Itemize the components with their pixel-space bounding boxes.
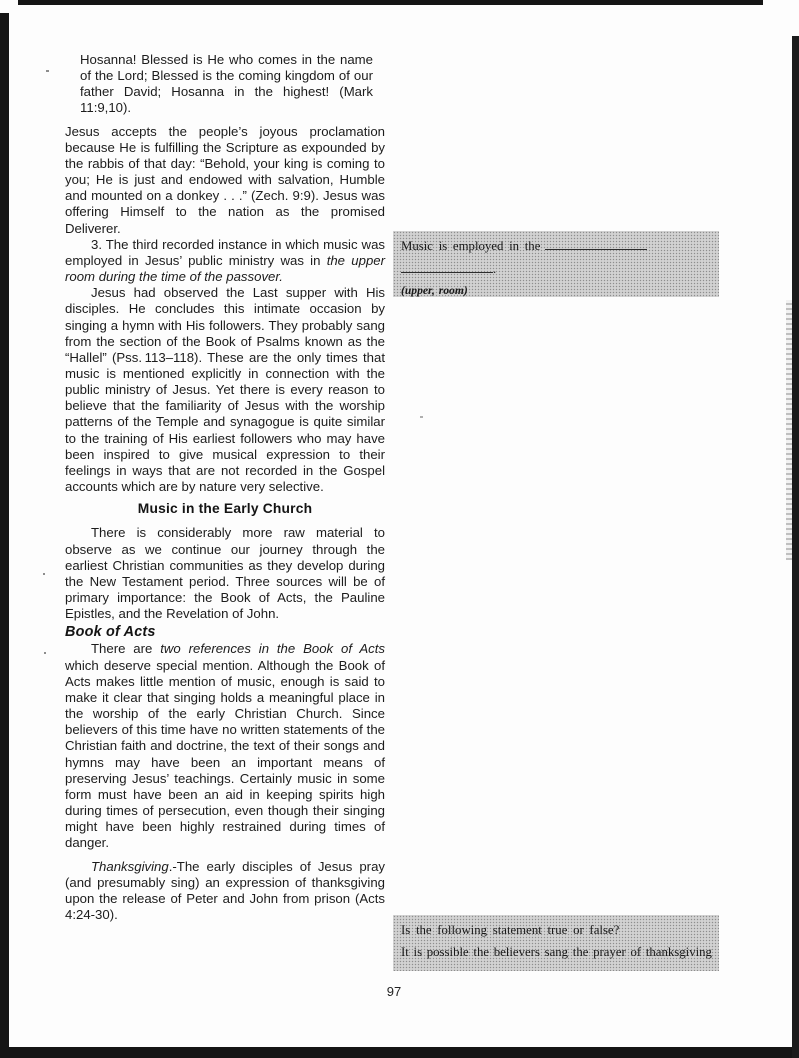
scan-speck	[46, 70, 49, 72]
blank-period: .	[493, 262, 497, 276]
workbook-box-upper-room	[393, 231, 719, 297]
paragraph-thanksgiving-text: .-The early disciples of Jesus pray (and presumably sing) an expression of thanksgiving upon the release of Peter and John from prison (Acts 4:24-30).	[65, 858, 385, 922]
paragraph-two-references-pre: There are	[91, 641, 161, 657]
workbook-statement: It is possible the believers sang the prayer of thanksgiving	[401, 945, 712, 959]
fill-in-blank-line	[401, 261, 493, 273]
subsection-heading-book-of-acts: Book of Acts	[65, 624, 156, 641]
section-heading-early-church: Music in the Early Church	[137, 501, 313, 517]
paragraph-two-references	[65, 641, 385, 851]
paragraph-third-instance-italic: the upper room during the time of the passover.	[65, 252, 385, 285]
paragraph-thanksgiving-lead: Thanksgiving	[91, 858, 169, 874]
paragraph-two-references-italic: two references in the Book of Acts	[160, 641, 386, 657]
workbook-prompt-line	[401, 238, 711, 254]
scan-border-bottom	[0, 1047, 799, 1058]
scripture-quote: Hosanna! Blessed is He who comes in the name of the Lord; Blessed is the coming kingdom of our father David; Hosanna in the highest! (Mark 11:9,10).	[80, 52, 373, 116]
paragraph-two-references-post: which deserve special mention. Although the Book of Acts makes little mention of music, enough is said to make it clear that singing holds a meaningful place in the worship of the early Christian Church. Since believers of this time have no written statements of the Christian faith and doctrine, the text of their songs and hymns may have been an important means of preserving Jesus’ teachings. Certainly music in some form must have been an aid in keeping spirits high during times of persecution, even though their singing might have been highly restrained during times of danger.	[65, 657, 385, 851]
paragraph-raw-material: There is considerably more raw material to observe as we continue our journey through the earliest Christian communities as they develop during the New Testament period. Three sources will be of primary importance: the Book of Acts, the Pauline Epistles, and the Revelation of John.	[65, 525, 385, 622]
scan-border-top	[18, 0, 763, 5]
page-number: 97	[386, 984, 402, 999]
scan-speck	[420, 416, 423, 418]
article-column	[65, 52, 385, 923]
fill-in-blank-line	[545, 238, 647, 250]
scan-speck	[43, 573, 45, 575]
scan-border-left	[0, 13, 9, 1048]
workbook-box-true-false	[393, 915, 719, 971]
paragraph-proclamation: Jesus accepts the people’s joyous proclamation because He is fulfilling the Scripture as expounded by the rabbis of that day: “Behold, your king is coming to you; He is just and endowed with salvation, Humble and mounted on a donkey . . .” (Zech. 9:9). Jesus was offering Himself to the nation as the promised Deliverer.	[65, 123, 385, 236]
paragraph-third-instance-text: 3. The third recorded instance in which music was employed in Jesus’ public ministry was in	[65, 236, 385, 268]
workbook-prompt-text: Music is employed in the	[401, 239, 541, 253]
paragraph-thanksgiving	[65, 859, 385, 924]
scan-noise-strip	[786, 300, 792, 560]
paragraph-third-instance	[65, 237, 385, 285]
paragraph-last-supper: Jesus had observed the Last supper with His disciples. He concludes this intimate occasion by singing a hymn with His followers. They probably sang from the section of the Book of Psalms known as the “Hallel” (Pss. 113–118). These are the only times that music is mentioned explicitly in connection with the public ministry of Jesus. Yet there is every reason to believe that the familiarity of Jesus with the worship patterns of the Temple and synagogue is quite similar to the training of His earliest followers who may have been inspired to give musical expression to their feelings in ways that are not recorded in the Gospel accounts which are by nature very selective.	[65, 285, 385, 495]
answer-hint: (upper, room)	[401, 284, 468, 297]
workbook-question: Is the following statement true or false?	[401, 923, 620, 937]
workbook-blank-line	[401, 261, 711, 277]
scan-border-right	[792, 36, 799, 1058]
scan-speck	[44, 652, 46, 654]
